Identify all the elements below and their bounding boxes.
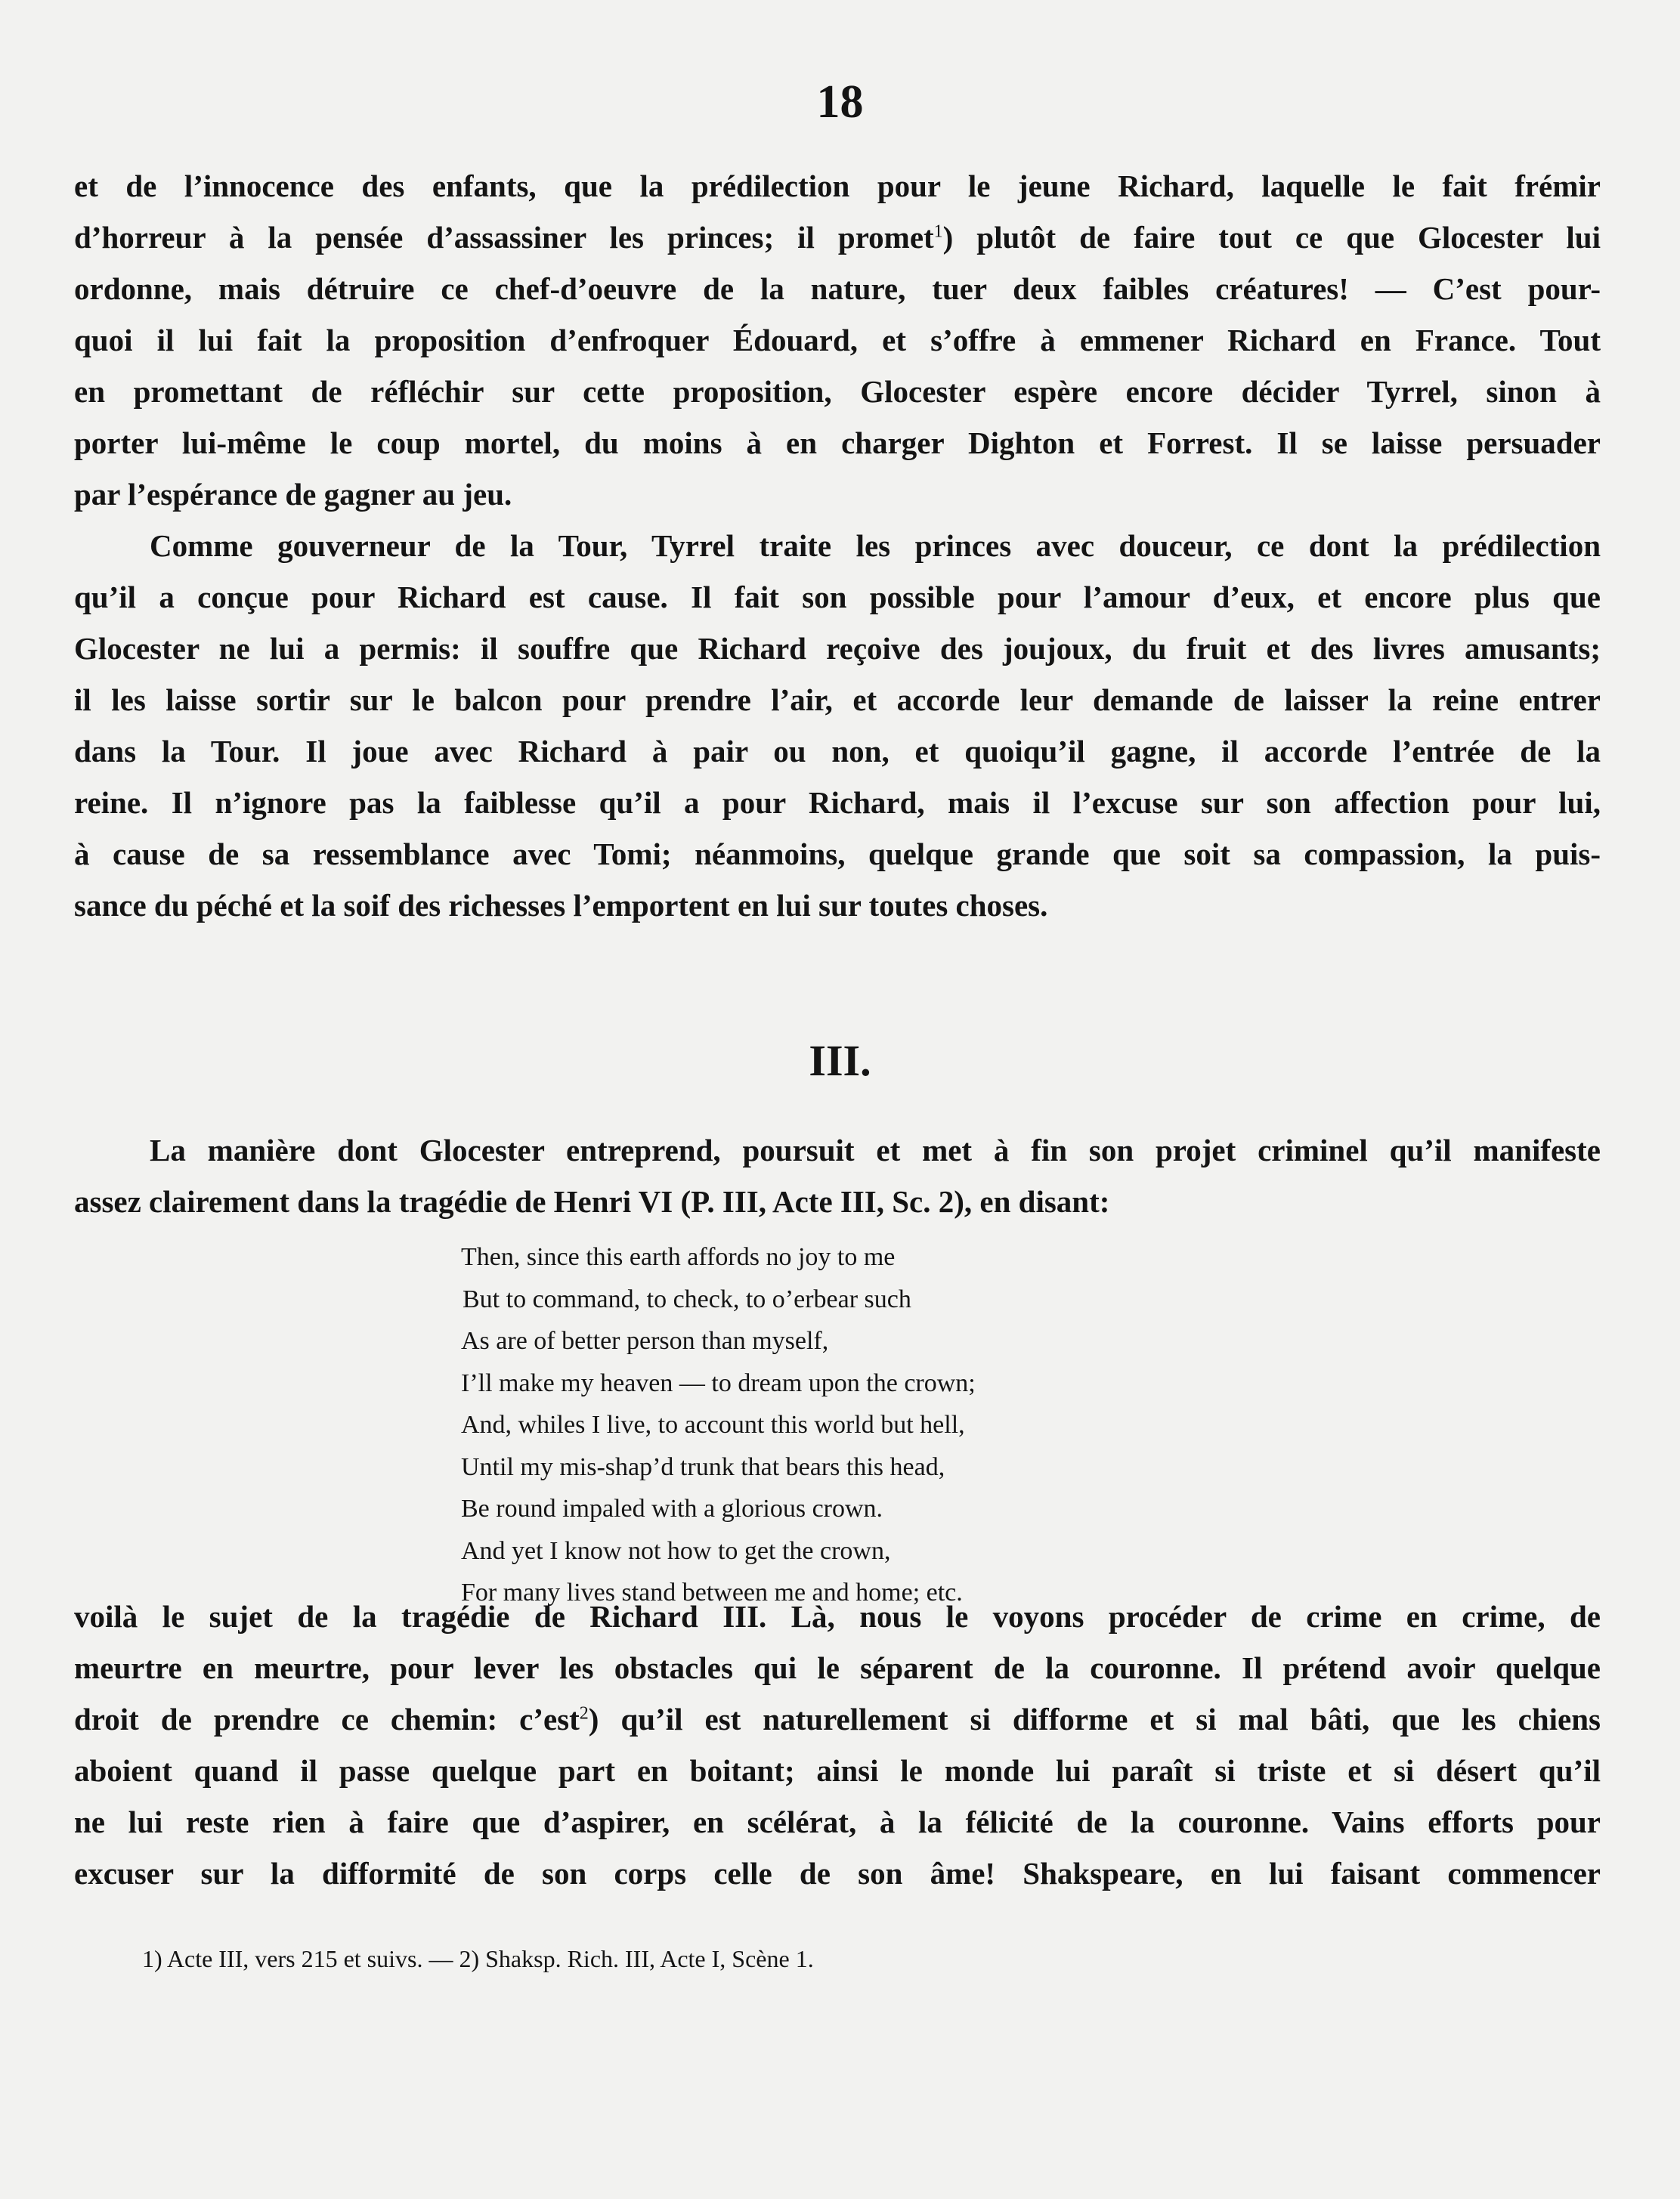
text-line: qu’il a conçue pour Richard est cause. Il fait son possible pour l’amour d’eux, et encore plus que <box>74 580 1601 614</box>
verse-line: And, whiles I live, to account this world but hell, <box>461 1411 965 1439</box>
verse-line: But to command, to check, to o’erbear such <box>463 1285 911 1313</box>
text-line <box>74 212 1601 263</box>
text-line: Glocester ne lui a permis: il souffre que Richard reçoive des joujoux, du fruit et des livres amusants; <box>74 631 1601 666</box>
text-line: reine. Il n’ignore pas la faiblesse qu’il a pour Richard, mais il l’excuse sur son affection pour lui, <box>74 785 1601 820</box>
verse-line: And yet I know not how to get the crown, <box>461 1536 891 1565</box>
paragraph-block-mid <box>74 1124 1601 1227</box>
text-line: porter lui-même le coup mortel, du moins à en charger Dighton et Forrest. Il se laisse persuader <box>74 425 1601 460</box>
text-line: ordonne, mais détruire ce chef-d’oeuvre de la nature, tuer deux faibles créatures! — C’est pour- <box>74 271 1601 306</box>
paragraph-block-top <box>74 160 1601 931</box>
page-number: 18 <box>816 76 864 128</box>
verse-line: Until my mis-shap’d trunk that bears this head, <box>461 1452 945 1481</box>
text-line: La manière dont Glocester entreprend, poursuit et met à fin son projet criminel qu’il manifeste <box>150 1133 1601 1168</box>
text-line: meurtre en meurtre, pour lever les obstacles qui le séparent de la couronne. Il prétend avoir quelque <box>74 1650 1601 1685</box>
verse-line: Be round impaled with a glorious crown. <box>461 1495 883 1523</box>
text-line: quoi il lui fait la proposition d’enfroquer Édouard, et s’offre à emmener Richard en France. Tout <box>74 323 1601 357</box>
text-fragment: d’horreur à la pensée d’assassiner les princes; il promet <box>74 220 934 255</box>
text-line: voilà le sujet de la tragédie de Richard III. Là, nous le voyons procéder de crime en crime, de <box>74 1599 1601 1634</box>
text-line <box>74 1693 1601 1745</box>
footnotes: 1) Acte III, vers 215 et suivs. — 2) Shaksp. Rich. III, Acte I, Scène 1. <box>142 1945 814 1972</box>
text-line: aboient quand il passe quelque part en boitant; ainsi le monde lui paraît si triste et si désert qu’il <box>74 1753 1601 1788</box>
text-line: sance du péché et la soif des richesses l’emportent en lui sur toutes choses. <box>74 888 1048 923</box>
text-line: Comme gouverneur de la Tour, Tyrrel traite les princes avec douceur, ce dont la prédilection <box>150 528 1601 563</box>
text-line: il les laisse sortir sur le balcon pour prendre l’air, et accorde leur demande de laisser la reine entrer <box>74 682 1601 717</box>
text-line: dans la Tour. Il joue avec Richard à pair ou non, et quoiqu’il gagne, il accorde l’entrée de la <box>74 734 1601 769</box>
text-line: excuser sur la difformité de son corps celle de son âme! Shakspeare, en lui faisant commencer <box>74 1856 1601 1891</box>
section-heading: III. <box>809 1036 871 1085</box>
text-fragment: droit de prendre ce chemin: c’est <box>74 1702 580 1737</box>
paragraph-block-bottom <box>74 1591 1601 1899</box>
text-line: ne lui reste rien à faire que d’aspirer, en scélérat, à la félicité de la couronne. Vains efforts pour <box>74 1805 1601 1839</box>
verse-quotation <box>461 1236 1519 1614</box>
verse-line: I’ll make my heaven — to dream upon the crown; <box>461 1369 976 1397</box>
text-fragment: ) qu’il est naturellement si difforme et si mal bâti, que les chiens <box>588 1702 1601 1737</box>
text-line: assez clairement dans la tragédie de Henri VI (P. III, Acte III, Sc. 2), en disant: <box>74 1184 1110 1219</box>
verse-line: As are of better person than myself, <box>461 1327 829 1355</box>
footnote-marker: 1 <box>933 221 943 242</box>
text-fragment: ) plutôt de faire tout ce que Glocester lui <box>942 220 1601 255</box>
text-line: à cause de sa ressemblance avec Tomi; néanmoins, quelque grande que soit sa compassion, la puis- <box>74 837 1601 871</box>
verse-line: For many lives stand between me and home; etc. <box>461 1579 963 1607</box>
footnote-marker: 2 <box>579 1703 589 1724</box>
text-line: et de l’innocence des enfants, que la prédilection pour le jeune Richard, laquelle le fait frémir <box>74 169 1601 203</box>
text-line: en promettant de réfléchir sur cette proposition, Glocester espère encore décider Tyrrel, sinon à <box>74 374 1601 409</box>
verse-line: Then, since this earth affords no joy to me <box>461 1243 896 1271</box>
text-line: par l’espérance de gagner au jeu. <box>74 477 512 512</box>
